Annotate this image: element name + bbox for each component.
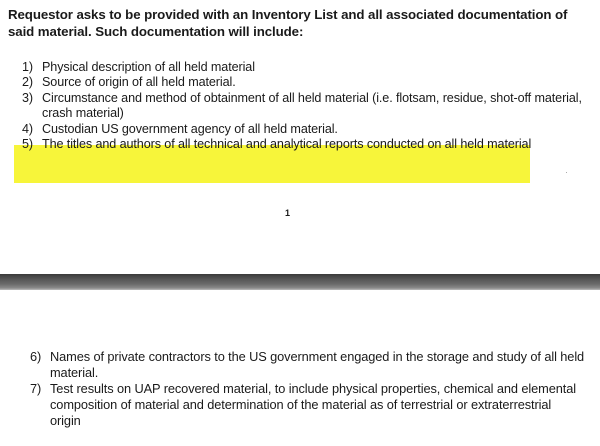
list-item-number: 5) [22, 137, 33, 152]
scan-speck [566, 172, 567, 173]
documentation-list-part-1 [22, 60, 582, 152]
list-item-2 [22, 75, 582, 90]
list-item-number: 3) [22, 90, 33, 105]
list-item-text: Custodian US government agency of all held material. [42, 121, 338, 136]
page-number: 1 [285, 208, 291, 218]
list-item-number: 7) [30, 381, 42, 396]
list-item-3 [22, 91, 582, 122]
list-item-5 [22, 137, 582, 152]
list-item-7 [30, 381, 585, 429]
list-item-text: Test results on UAP recovered material, to include physical properties, chemical and elemental composition of material and determination of the material as of terrestrial or extraterrestrial origin [50, 381, 576, 428]
list-item-number: 2) [22, 75, 33, 90]
list-item-number: 4) [22, 121, 33, 136]
intro-paragraph: Requestor asks to be provided with an Inventory List and all associated documentation of said material. Such documentation will include: [8, 7, 568, 39]
list-item-number: 1) [22, 60, 33, 74]
list-item-text: Source of origin of all held material. [42, 75, 236, 90]
list-item-number: 6) [30, 349, 42, 364]
documentation-list-part-2 [30, 349, 585, 429]
list-item-text: The titles and authors of all technical and analytical reports conducted on all held material [42, 137, 532, 152]
list-item-text: Circumstance and method of obtainment of all held material (i.e. flotsam, residue, shot-off material, crash material) [42, 90, 582, 121]
page-divider [0, 274, 600, 290]
list-item-text: Names of private contractors to the US government engaged in the storage and study of all held material. [50, 349, 585, 380]
list-item-text: Physical description of all held material [42, 60, 255, 74]
list-item-4 [22, 122, 582, 137]
list-item-6 [30, 349, 585, 381]
list-item-1 [22, 60, 582, 75]
